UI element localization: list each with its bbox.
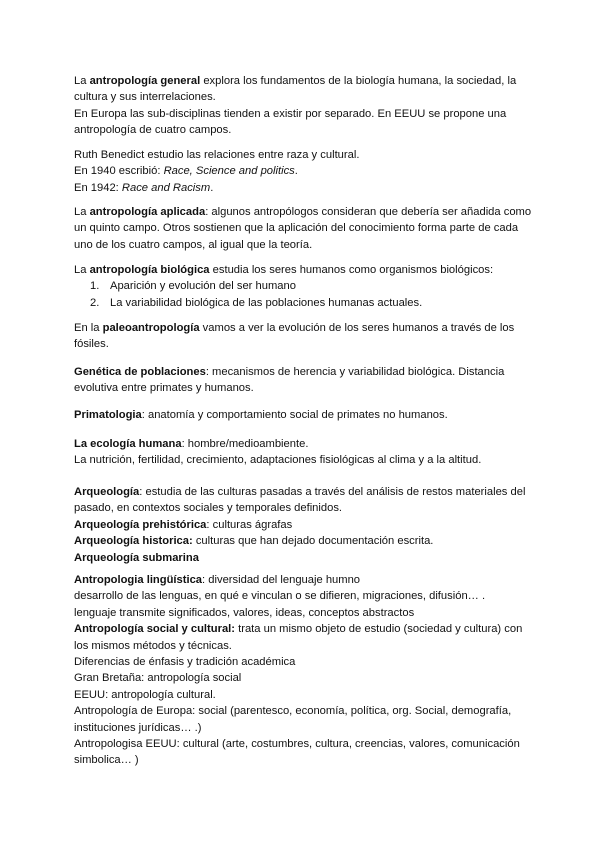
bold-term: antropología general	[89, 75, 201, 87]
text-span: : anatomía y comportamiento social de primates no humanos.	[141, 409, 448, 421]
text-span: La	[74, 75, 90, 87]
paragraph-arqueologia	[74, 484, 534, 566]
list-item-text: La variabilidad biológica de las poblaciones humanas actuales.	[110, 296, 423, 309]
text-line: Antropologisa EEUU: cultural (arte, costumbres, cultura, creencias, valores, comunicación simbolica… )	[74, 738, 520, 767]
text-line: Gran Bretaña: antropología social	[74, 672, 242, 685]
bold-term: antropología aplicada	[89, 206, 206, 218]
paragraph-ecologia-humana	[74, 436, 534, 469]
text-span: En 1940 escribió:	[74, 165, 164, 178]
paragraph-ruth-benedict	[74, 147, 534, 196]
list-item-text: Aparición y evolución del ser humano	[110, 280, 296, 293]
paragraph-genetica-poblaciones	[74, 364, 534, 397]
bold-term: Arqueología submarina	[74, 551, 199, 564]
text-line: Diferencias de énfasis y tradición académica	[74, 656, 296, 669]
paragraph-paleoantropologia	[74, 320, 534, 353]
text-span: La	[74, 206, 90, 218]
text-line	[74, 436, 534, 452]
text-line	[74, 533, 534, 549]
paragraph-primatologia	[74, 407, 534, 423]
bold-term: Arqueología prehistórica	[74, 518, 207, 531]
paragraph-antropologia-biologica	[74, 262, 534, 311]
bold-term: Antropologia lingüística	[74, 574, 203, 586]
text-span: trata un mismo objeto de estudio (sociedad y cultura) con los mismos métodos y técnicas.	[74, 623, 523, 652]
text-line	[74, 163, 534, 179]
text-line	[74, 572, 534, 588]
text-span: .	[210, 181, 214, 194]
bold-term: paleoantropología	[102, 322, 200, 334]
bold-term: antropología biológica	[89, 264, 210, 276]
list-item	[74, 278, 534, 294]
text-span: : hombre/medioambiente.	[181, 438, 309, 450]
paragraph-antropologia-general	[74, 73, 534, 139]
text-line: Antropología de Europa: social (parentesco, economía, política, org. Social, demografía, instituciones jurídicas… .)	[74, 705, 512, 734]
paragraph-antropologia-linguistica	[74, 572, 534, 769]
text-span: : estudia de las culturas pasadas a través del análisis de restos materiales del pasado, en contextos sociales y temporales definidos.	[74, 486, 526, 515]
text-span: : algunos antropólogos consideran que debería ser añadida como un quinto campo. Otros sostienen que la aplicación del conocimiento forma parte de cada uno de los cuatro campos, al igual que la teoría.	[74, 206, 532, 251]
text-span: En la	[74, 322, 103, 334]
text-line	[74, 262, 534, 278]
bold-term: Antropología social y cultural:	[74, 623, 235, 636]
text-line: lenguaje transmite significados, valores, ideas, conceptos abstractos	[74, 606, 415, 619]
text-line	[74, 320, 534, 353]
text-span: En 1942:	[74, 181, 122, 194]
text-span: : culturas ágrafas	[206, 518, 293, 531]
text-line: EEUU: antropología cultural.	[74, 688, 216, 701]
list-item	[74, 295, 534, 311]
numbered-list	[74, 278, 534, 311]
text-span: vamos a ver la evolución de los seres humanos a través de los fósiles.	[74, 322, 515, 351]
text-line	[74, 550, 534, 566]
text-line: Ruth Benedict estudio las relaciones entre raza y cultural.	[74, 149, 360, 161]
text-line	[74, 73, 534, 106]
text-line	[74, 364, 534, 397]
text-span: estudia los seres humanos como organismos biológicos:	[209, 264, 494, 276]
bold-term: Arqueología	[74, 486, 140, 498]
text-line	[74, 517, 534, 533]
text-span: explora los fundamentos de la biología humana, la sociedad, la cultura y sus interrelaciones.	[74, 75, 517, 104]
text-line: desarrollo de las lenguas, en qué e vinculan o se difieren, migraciones, difusión… .	[74, 590, 486, 603]
bold-term: Primatologia	[74, 409, 142, 421]
text-line: En Europa las sub-disciplinas tienden a existir por separado. En EEUU se propone una antropología de cuatro campos.	[74, 107, 507, 137]
text-line	[74, 407, 534, 423]
book-title: Race, Science and politics	[163, 165, 295, 178]
text-span: : mecanismos de herencia y variabilidad biológica. Distancia evolutiva entre primates y humanos.	[74, 366, 505, 395]
paragraph-antropologia-aplicada	[74, 204, 534, 253]
bold-term: Genética de poblaciones	[74, 366, 206, 378]
text-span: : diversidad del lenguaje humno	[202, 574, 361, 586]
text-line	[74, 621, 534, 654]
text-line	[74, 180, 534, 196]
book-title: Race and Racism	[121, 181, 211, 194]
text-span: culturas que han dejado documentación escrita.	[192, 535, 434, 548]
bold-term: La ecología humana	[74, 438, 182, 450]
text-line: La nutrición, fertilidad, crecimiento, adaptaciones fisiológicas al clima y a la altitud.	[74, 454, 482, 467]
bold-term: Arqueología historica:	[74, 535, 193, 548]
text-line	[74, 484, 534, 517]
text-span: La	[74, 264, 90, 276]
list-number: 2.	[90, 296, 100, 309]
text-line	[74, 204, 534, 253]
list-number: 1.	[90, 280, 100, 293]
text-span: .	[294, 165, 298, 178]
